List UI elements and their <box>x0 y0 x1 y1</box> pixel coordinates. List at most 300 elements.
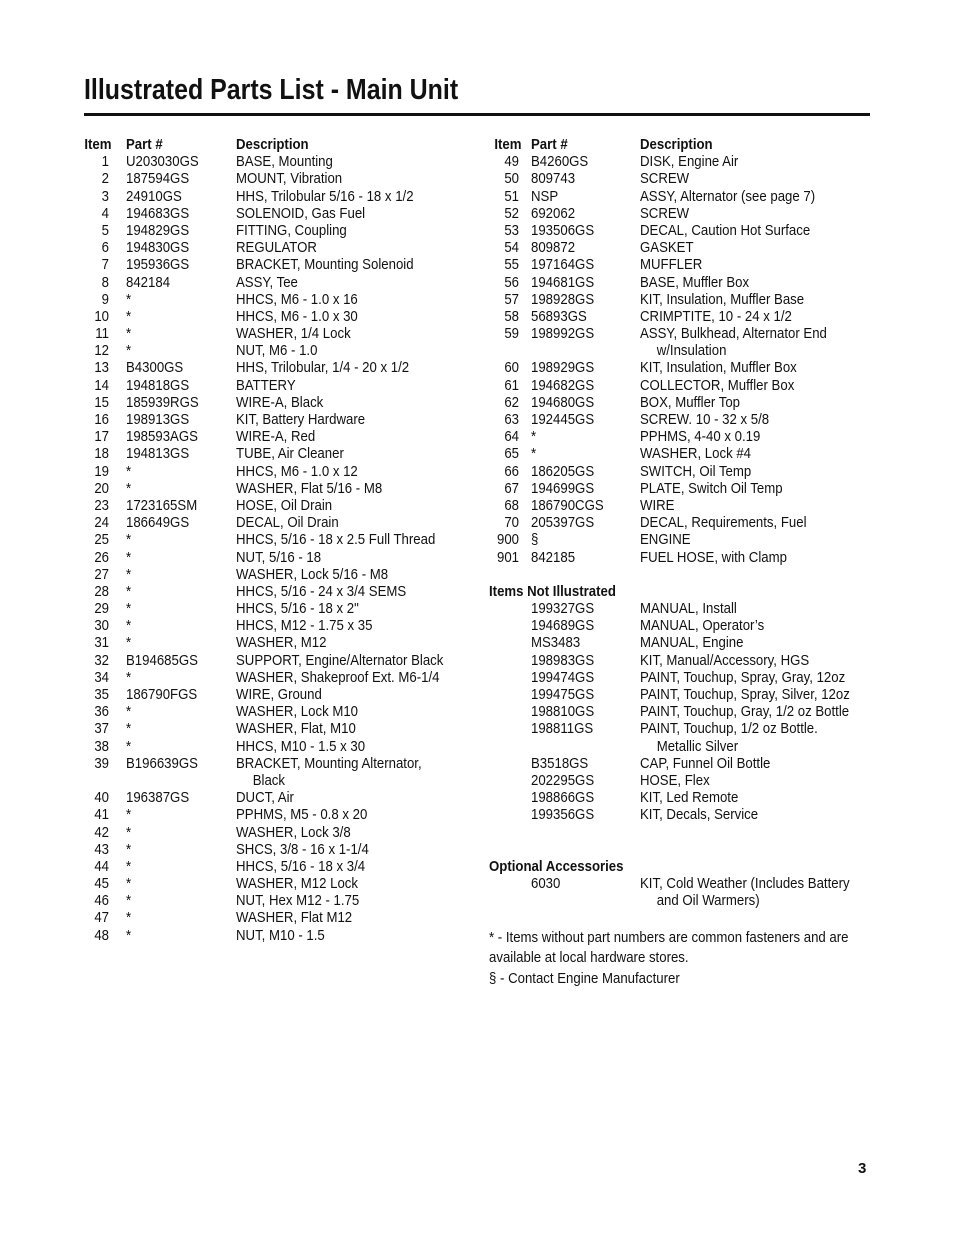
item-number: 13 <box>94 359 109 377</box>
item-number: 40 <box>94 789 109 807</box>
table-row <box>84 325 464 342</box>
table-row <box>489 600 870 617</box>
item-number: 51 <box>504 187 519 205</box>
table-row <box>489 806 870 823</box>
table-row <box>84 170 464 187</box>
page-number: 3 <box>858 1160 867 1177</box>
part-description: REGULATOR <box>236 239 317 257</box>
table-row <box>489 789 870 806</box>
part-number: * <box>126 737 132 755</box>
part-description: PAINT, Touchup, Spray, Gray, 12oz <box>640 668 846 686</box>
table-row <box>489 514 870 531</box>
part-header: Part # <box>126 136 163 153</box>
parts-list-right <box>489 153 870 566</box>
item-number: 66 <box>504 462 519 480</box>
table-row <box>489 463 870 480</box>
table-row <box>84 480 464 497</box>
part-description: BATTERY <box>236 376 296 394</box>
page-title: Illustrated Parts List - Main Unit <box>84 74 459 106</box>
part-number: B194685GS <box>126 651 198 669</box>
item-number: 43 <box>94 840 109 858</box>
item-number: 27 <box>94 565 109 583</box>
item-number: 11 <box>95 325 109 343</box>
item-number: 63 <box>504 411 519 428</box>
table-row <box>489 274 870 291</box>
table-row <box>489 153 870 170</box>
part-number: 192445GS <box>531 411 595 428</box>
table-row <box>84 600 464 617</box>
item-number: 35 <box>94 686 109 703</box>
part-description: MANUAL, Install <box>640 600 737 618</box>
part-description: WIRE, Ground <box>236 686 322 703</box>
item-number: 1 <box>101 153 109 171</box>
part-number: 194829GS <box>126 221 190 239</box>
item-number: 17 <box>94 428 109 446</box>
table-row <box>84 738 464 755</box>
table-row <box>489 239 870 256</box>
table-row <box>489 325 870 342</box>
part-number: 6030 <box>531 875 561 893</box>
part-number: B4260GS <box>531 153 589 171</box>
part-description: ASSY, Tee <box>236 273 298 291</box>
part-number: * <box>126 875 132 893</box>
table-row <box>84 652 464 669</box>
part-description: WASHER, Lock #4 <box>640 445 752 463</box>
part-number: 186205GS <box>531 462 595 480</box>
description-header: Description <box>640 136 713 153</box>
part-header: Part # <box>531 136 568 153</box>
part-description: WIRE-A, Black <box>236 393 324 411</box>
spacer <box>489 566 870 583</box>
part-number: 194680GS <box>531 393 595 411</box>
table-row <box>489 445 870 462</box>
part-description: BRACKET, Mounting Alternator, <box>236 754 422 772</box>
part-description: CAP, Funnel Oil Bottle <box>640 754 771 772</box>
part-number: 198593AGS <box>126 428 198 446</box>
part-number: 194689GS <box>531 617 595 635</box>
part-number: 194682GS <box>531 376 595 394</box>
item-number: 59 <box>504 325 519 343</box>
part-number: 193506GS <box>531 221 595 239</box>
part-description: KIT, Cold Weather (Includes Battery <box>640 875 850 893</box>
part-number: 198928GS <box>531 290 595 308</box>
part-description: DUCT, Air <box>236 789 294 807</box>
part-description: CRIMPTITE, 10 - 24 x 1/2 <box>640 307 792 325</box>
part-number: * <box>126 634 132 652</box>
part-number: * <box>126 582 132 600</box>
part-description: KIT, Led Remote <box>640 789 739 807</box>
table-row <box>84 531 464 548</box>
table-row <box>489 669 870 686</box>
part-description: MOUNT, Vibration <box>236 170 343 188</box>
table-row <box>489 652 870 669</box>
part-number: * <box>126 479 132 497</box>
part-number: 198866GS <box>531 789 595 807</box>
table-header <box>489 136 870 153</box>
table-row <box>84 394 464 411</box>
part-description: KIT, Decals, Service <box>640 806 759 824</box>
not-illustrated-list <box>489 600 870 823</box>
table-row <box>84 205 464 222</box>
part-number: * <box>126 325 132 343</box>
part-description: HHCS, 5/16 - 18 x 2.5 Full Thread <box>236 531 436 549</box>
item-number: 6 <box>101 239 109 257</box>
part-description: NUT, M6 - 1.0 <box>236 342 318 360</box>
part-number: * <box>531 445 537 463</box>
part-description: WASHER, Shakeproof Ext. M6-1/4 <box>236 668 440 686</box>
part-number: * <box>126 548 132 566</box>
part-number: 187594GS <box>126 170 190 188</box>
parts-list-left <box>84 153 464 944</box>
item-header: Item <box>494 136 522 153</box>
part-number: * <box>126 462 132 480</box>
item-number: 900 <box>496 531 519 549</box>
item-number: 20 <box>94 479 109 497</box>
table-row <box>489 222 870 239</box>
part-number: * <box>126 703 132 721</box>
part-number: * <box>126 823 132 841</box>
table-row <box>489 359 870 376</box>
part-description: BASE, Muffler Box <box>640 273 750 291</box>
table-row <box>489 411 870 428</box>
part-description: BASE, Mounting <box>236 153 333 171</box>
part-description: BRACKET, Mounting Solenoid <box>236 256 414 274</box>
table-row <box>84 291 464 308</box>
table-row <box>84 274 464 291</box>
part-number: MS3483 <box>531 634 581 652</box>
item-number: 55 <box>504 256 519 274</box>
part-description: BOX, Muffler Top <box>640 393 741 411</box>
table-row <box>489 772 870 789</box>
table-row-continuation <box>489 892 870 909</box>
part-number: * <box>126 342 132 360</box>
part-description: HHS, Trilobular, 1/4 - 20 x 1/2 <box>236 359 410 377</box>
table-row <box>84 824 464 841</box>
table-row <box>84 497 464 514</box>
table-row <box>84 428 464 445</box>
table-header <box>84 136 464 153</box>
part-description: ASSY, Alternator (see page 7) <box>640 187 816 205</box>
spacer <box>489 824 870 858</box>
table-row <box>84 445 464 462</box>
part-number: 202295GS <box>531 771 595 789</box>
table-row <box>84 755 464 772</box>
part-description: HHS, Trilobular 5/16 - 18 x 1/2 <box>236 187 414 205</box>
part-description: NUT, 5/16 - 18 <box>236 548 322 566</box>
table-row <box>489 256 870 273</box>
part-number: U203030GS <box>126 153 199 171</box>
part-number: * <box>126 668 132 686</box>
part-number: 186790CGS <box>531 496 604 514</box>
item-number: 49 <box>504 153 519 171</box>
part-number: * <box>126 720 132 738</box>
table-row <box>489 875 870 892</box>
item-number: 38 <box>94 737 109 755</box>
part-description: WASHER, M12 Lock <box>236 875 359 893</box>
table-row <box>84 858 464 875</box>
part-description: COLLECTOR, Muffler Box <box>640 376 795 394</box>
part-number: 198983GS <box>531 651 595 669</box>
table-row <box>489 686 870 703</box>
item-number: 64 <box>504 428 519 446</box>
table-row <box>84 634 464 651</box>
table-row <box>84 686 464 703</box>
part-description: HHCS, M6 - 1.0 x 30 <box>236 307 358 325</box>
item-number: 53 <box>504 221 519 239</box>
part-description: w/Insulation <box>656 342 727 360</box>
table-row <box>489 394 870 411</box>
table-row <box>84 909 464 926</box>
part-description: SCREW <box>640 204 690 222</box>
part-number: * <box>126 531 132 549</box>
item-number: 10 <box>94 307 109 325</box>
item-number: 44 <box>94 857 109 875</box>
part-description: KIT, Manual/Accessory, HGS <box>640 651 810 669</box>
table-row <box>489 428 870 445</box>
item-number: 58 <box>504 307 519 325</box>
part-description: WASHER, Flat, M10 <box>236 720 356 738</box>
table-row <box>84 411 464 428</box>
item-number: 36 <box>94 703 109 721</box>
table-row <box>84 927 464 944</box>
table-row <box>84 875 464 892</box>
part-number: * <box>126 892 132 910</box>
part-number: * <box>126 307 132 325</box>
item-number: 32 <box>94 651 109 669</box>
part-number: § <box>531 531 539 549</box>
part-description: FUEL HOSE, with Clamp <box>640 548 787 566</box>
part-description: MANUAL, Engine <box>640 634 744 652</box>
table-row <box>84 463 464 480</box>
part-number: 198929GS <box>531 359 595 377</box>
part-number: 198913GS <box>126 411 190 428</box>
item-number: 52 <box>504 204 519 222</box>
item-number: 25 <box>94 531 109 549</box>
part-description: TUBE, Air Cleaner <box>236 445 344 463</box>
part-description: ENGINE <box>640 531 691 549</box>
part-description: HHCS, M10 - 1.5 x 30 <box>236 737 366 755</box>
part-description: DECAL, Caution Hot Surface <box>640 221 811 239</box>
table-row <box>84 308 464 325</box>
item-number: 5 <box>101 221 109 239</box>
item-number: 67 <box>504 479 519 497</box>
table-row <box>489 291 870 308</box>
part-number: 199474GS <box>531 668 595 686</box>
item-number: 61 <box>504 376 519 394</box>
part-description: DISK, Engine Air <box>640 153 739 171</box>
part-description: MUFFLER <box>640 256 703 274</box>
item-number: 16 <box>94 411 109 428</box>
item-number: 37 <box>94 720 109 738</box>
part-number: * <box>126 840 132 858</box>
table-row <box>489 205 870 222</box>
item-number: 57 <box>504 290 519 308</box>
table-row <box>84 720 464 737</box>
asterisk-note: * - Items without part numbers are common fasteners and are available at local hardware stores. <box>489 929 849 966</box>
part-description: HHCS, M6 - 1.0 x 12 <box>236 462 358 480</box>
part-description: WASHER, 1/4 Lock <box>236 325 351 343</box>
part-description: WASHER, Lock 5/16 - M8 <box>236 565 389 583</box>
part-number: 842184 <box>126 273 171 291</box>
table-row <box>84 703 464 720</box>
item-number: 50 <box>504 170 519 188</box>
part-description: ASSY, Bulkhead, Alternator End <box>640 325 827 343</box>
item-number: 3 <box>101 187 109 205</box>
table-row <box>489 497 870 514</box>
part-description: DECAL, Requirements, Fuel <box>640 514 807 532</box>
item-number: 24 <box>94 514 109 532</box>
part-number: * <box>126 909 132 927</box>
item-number: 45 <box>94 875 109 893</box>
table-row <box>84 617 464 634</box>
item-number: 68 <box>504 496 519 514</box>
optional-accessories-list <box>489 875 870 909</box>
table-row <box>84 841 464 858</box>
item-number: 39 <box>94 754 109 772</box>
part-description: PPHMS, M5 - 0.8 x 20 <box>236 806 368 824</box>
item-number: 29 <box>94 600 109 618</box>
part-number: 842185 <box>531 548 576 566</box>
part-number: 194683GS <box>126 204 190 222</box>
part-number: 194813GS <box>126 445 190 463</box>
part-number: 186790FGS <box>126 686 198 703</box>
part-description: FITTING, Coupling <box>236 221 347 239</box>
part-description: WASHER, Flat M12 <box>236 909 353 927</box>
table-row <box>489 634 870 651</box>
part-number: 692062 <box>531 204 576 222</box>
part-number: NSP <box>531 187 559 205</box>
part-number: 197164GS <box>531 256 595 274</box>
table-row <box>489 308 870 325</box>
table-row <box>489 377 870 394</box>
table-row <box>84 359 464 376</box>
table-row <box>84 377 464 394</box>
part-description: HHCS, M12 - 1.75 x 35 <box>236 617 373 635</box>
item-header: Item <box>84 136 112 153</box>
spacer <box>489 909 870 928</box>
part-description: SOLENOID, Gas Fuel <box>236 204 366 222</box>
item-number: 42 <box>94 823 109 841</box>
part-description: SCREW. 10 - 32 x 5/8 <box>640 411 770 428</box>
table-row <box>489 170 870 187</box>
optional-accessories-heading: Optional Accessories <box>489 857 624 875</box>
not-illustrated-heading: Items Not Illustrated <box>489 582 616 600</box>
part-number: 809743 <box>531 170 576 188</box>
table-row <box>84 566 464 583</box>
part-number: * <box>126 290 132 308</box>
part-description: HOSE, Oil Drain <box>236 496 333 514</box>
part-number: 196387GS <box>126 789 190 807</box>
part-number: * <box>126 926 132 944</box>
part-description: GASKET <box>640 239 694 257</box>
part-number: 809872 <box>531 239 576 257</box>
item-number: 7 <box>101 256 109 274</box>
part-description: PAINT, Touchup, 1/2 oz Bottle. <box>640 720 818 738</box>
item-number: 18 <box>94 445 109 463</box>
part-number: * <box>126 565 132 583</box>
part-description: DECAL, Oil Drain <box>236 514 339 532</box>
part-number: 56893GS <box>531 307 587 325</box>
item-number: 30 <box>94 617 109 635</box>
table-row <box>489 188 870 205</box>
part-number: 198992GS <box>531 325 595 343</box>
item-number: 56 <box>504 273 519 291</box>
item-number: 4 <box>101 204 109 222</box>
description-header: Description <box>236 136 309 153</box>
part-description: Metallic Silver <box>656 737 739 755</box>
item-number: 12 <box>94 342 109 360</box>
part-description: SUPPORT, Engine/Alternator Black <box>236 651 444 669</box>
item-number: 15 <box>94 393 109 411</box>
table-row <box>489 531 870 548</box>
table-row <box>84 806 464 823</box>
part-description: NUT, M10 - 1.5 <box>236 926 325 944</box>
part-description: KIT, Battery Hardware <box>236 411 366 428</box>
table-row <box>84 153 464 170</box>
part-number: 199475GS <box>531 686 595 703</box>
part-number: 198811GS <box>531 720 594 738</box>
part-number: * <box>126 857 132 875</box>
part-description: WIRE-A, Red <box>236 428 316 446</box>
part-description: WASHER, Flat 5/16 - M8 <box>236 479 383 497</box>
part-description: NUT, Hex M12 - 1.75 <box>236 892 360 910</box>
part-number: 199327GS <box>531 600 595 618</box>
part-number: 194699GS <box>531 479 595 497</box>
item-number: 54 <box>504 239 519 257</box>
part-description: PLATE, Switch Oil Temp <box>640 479 783 497</box>
part-number: 185939RGS <box>126 393 199 411</box>
table-row <box>489 720 870 737</box>
table-row <box>84 256 464 273</box>
part-number: 194830GS <box>126 239 190 257</box>
part-number: 195936GS <box>126 256 190 274</box>
part-description: and Oil Warmers) <box>656 892 760 910</box>
title-rule <box>84 113 870 116</box>
part-description: WIRE <box>640 496 675 514</box>
part-description: PPHMS, 4-40 x 0.19 <box>640 428 761 446</box>
part-description: SWITCH, Oil Temp <box>640 462 752 480</box>
part-description: WASHER, Lock 3/8 <box>236 823 351 841</box>
part-number: 194681GS <box>531 273 595 291</box>
part-number: * <box>126 617 132 635</box>
part-description: MANUAL, Operator’s <box>640 617 765 635</box>
item-number: 19 <box>94 462 109 480</box>
table-row <box>489 480 870 497</box>
part-description: SHCS, 3/8 - 16 x 1-1/4 <box>236 840 369 858</box>
section-note: § - Contact Engine Manufacturer <box>489 970 680 988</box>
table-row <box>84 239 464 256</box>
table-row <box>489 703 870 720</box>
part-description: PAINT, Touchup, Spray, Silver, 12oz <box>640 686 850 703</box>
part-number: 24910GS <box>126 187 182 205</box>
part-number: B4300GS <box>126 359 184 377</box>
item-number: 46 <box>94 892 109 910</box>
table-row <box>84 583 464 600</box>
part-description: HHCS, M6 - 1.0 x 16 <box>236 290 358 308</box>
table-row-continuation <box>489 738 870 755</box>
table-row <box>489 755 870 772</box>
part-number: 198810GS <box>531 703 595 721</box>
table-row <box>84 188 464 205</box>
part-description: Black <box>252 771 286 789</box>
item-number: 47 <box>94 909 109 927</box>
part-number: B3518GS <box>531 754 589 772</box>
table-row <box>489 617 870 634</box>
table-row <box>84 789 464 806</box>
parts-table-left <box>84 136 464 944</box>
table-row-continuation <box>489 342 870 359</box>
item-number: 14 <box>94 376 109 394</box>
